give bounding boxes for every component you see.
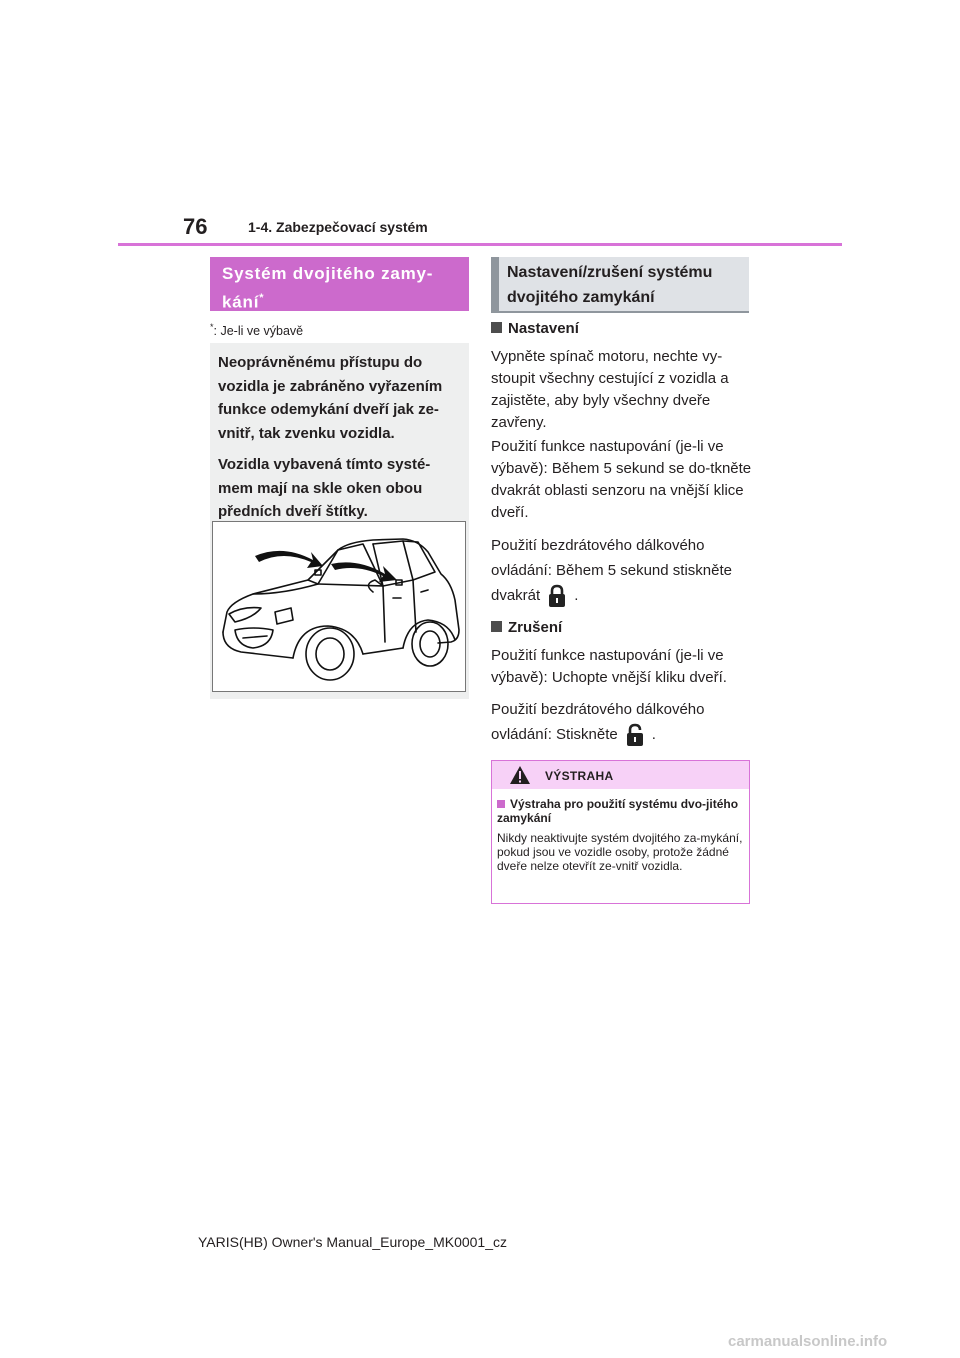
warning-subtitle — [497, 797, 744, 825]
footnote-text: : Je-li ve výbavě — [213, 324, 304, 339]
watermark: carmanualsonline.info — [728, 1333, 888, 1350]
section-title: 1-4. Zabezpečovací systém — [248, 219, 428, 235]
unlock-icon — [624, 722, 646, 748]
info-box — [210, 343, 469, 699]
bullet-square — [497, 800, 505, 808]
cancel-p2-text: Použití bezdrátového dálkového ovládání: Stiskněte — [491, 701, 705, 743]
car-drawing — [213, 522, 465, 691]
cancel-title: Zrušení — [508, 619, 563, 636]
page-number: 76 — [183, 214, 208, 239]
lock-icon — [546, 583, 568, 609]
info-paragraph-1: Neoprávněnému přístupu do vozidla je zabráněno vyřazením funkce odemykání dveří jak ze-vnitř, tak zvenku vozidla. — [218, 354, 443, 442]
cancel-paragraph-2 — [491, 697, 753, 748]
left-heading-line2: kání — [222, 292, 260, 312]
footnote-mark: * — [210, 322, 214, 332]
setting-p3-end: . — [574, 587, 579, 604]
footer-text: YARIS(HB) Owner's Manual_Europe_MK0001_cz — [198, 1234, 507, 1250]
warning-box — [491, 760, 750, 904]
cancel-subheading — [491, 619, 562, 636]
car-illustration — [212, 521, 466, 692]
cancel-paragraph-1: Použití funkce nastupování (je-li ve výbavě): Uchopte vnější kliku dveří. — [491, 647, 727, 686]
setting-p3-text: Použití bezdrátového dálkového ovládání: Během 5 sekund stiskněte dvakrát — [491, 537, 732, 604]
setting-paragraph-3 — [491, 533, 753, 609]
setting-paragraph-2: Použití funkce nastupování (je-li ve výbavě): Během 5 sekund se do-tkněte dvakrát oblasti senzoru na vnější klice dveří. — [491, 438, 752, 521]
right-heading-line1: Nastavení/zrušení systému — [507, 264, 713, 281]
info-paragraph-2: Vozidla vybavená tímto systé-mem mají na skle oken obou předních dveří štítky. — [218, 456, 431, 520]
left-heading — [210, 257, 469, 311]
header-divider — [118, 243, 842, 246]
setting-paragraph-1: Vypněte spínač motoru, nechte vy-stoupit všechny cestující z vozidla a zajistěte, aby byly všechny dveře zavřeny. — [491, 348, 729, 431]
right-heading-line2: dvojitého zamykání — [507, 289, 655, 306]
left-heading-mark: * — [259, 292, 265, 304]
footnote — [210, 322, 303, 338]
warning-subtitle-text: Výstraha pro použití systému dvo-jitého zamykání — [497, 797, 739, 825]
warning-title: VÝSTRAHA — [545, 769, 614, 783]
cancel-p2-end: . — [651, 726, 656, 743]
warning-icon — [509, 765, 531, 785]
setting-title: Nastavení — [508, 320, 579, 337]
bullet-square — [491, 621, 502, 632]
bullet-square — [491, 322, 502, 333]
right-heading — [491, 257, 749, 313]
warning-header — [492, 761, 749, 789]
warning-text: Nikdy neaktivujte systém dvojitého za-mykání, pokud jsou ve vozidle osoby, protože žádné dveře nelze otevřít ze-vnitř vozidla. — [497, 831, 743, 873]
left-heading-line1: Systém dvojitého zamy- — [222, 264, 434, 283]
setting-subheading — [491, 320, 579, 337]
